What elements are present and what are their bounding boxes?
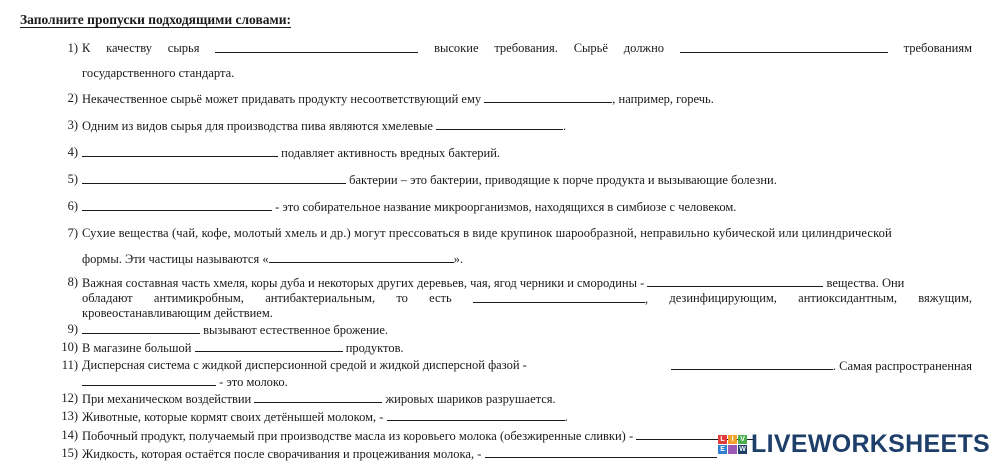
item-number: 11) (61, 358, 78, 372)
question-10 (82, 340, 404, 356)
question-7-line-1: Сухие вещества (чай, кофе, молотый хмель и др.) могут прессоваться в виде крупинок шарообразной, неправильно кубической или цилиндрической (82, 226, 892, 240)
liveworksheets-watermark (718, 430, 990, 459)
text: К (82, 41, 91, 55)
question-8-line-3: кровеостанавливающим действием. (82, 306, 273, 320)
worksheet-title: Заполните пропуски подходящими словами: (20, 12, 291, 27)
question-1-line-1 (82, 41, 972, 56)
logo-tile (728, 445, 737, 454)
answer-blank-12[interactable] (254, 391, 382, 403)
question-1-line-2: государственного стандарта. (82, 66, 235, 80)
text: то (396, 291, 408, 305)
question-8-line-2 (82, 291, 972, 307)
question-7-line-2 (82, 251, 463, 267)
text: сырья (167, 41, 200, 55)
text: Важная составная часть хмеля, коры дуба и некоторых других деревьев, чая, ягод черники и смородины - (82, 276, 645, 290)
answer-blank-3[interactable] (436, 118, 563, 130)
logo-tile: V (738, 435, 747, 444)
question-11-line-2 (82, 374, 288, 390)
answer-blank-7[interactable] (269, 251, 454, 263)
question-9 (82, 322, 388, 338)
text: бактерии – это бактерии, приводящие к порче продукта и вызывающие болезни. (349, 173, 777, 187)
text: . Самая распространенная (832, 359, 972, 373)
question-12 (82, 391, 556, 407)
text: . (563, 119, 567, 133)
question-13 (82, 409, 568, 425)
question-5 (82, 172, 777, 188)
item-number: 7) (67, 226, 78, 240)
text: антибактериальным, (265, 291, 376, 305)
text: Побочный продукт, получаемый при производстве масла из коровьего молока (обезжиренные сливки) - (82, 429, 634, 443)
text: При механическом воздействии (82, 392, 252, 406)
text: , (644, 292, 649, 306)
answer-blank-11b[interactable] (82, 374, 216, 386)
answer-blank-10[interactable] (195, 340, 343, 352)
text: продуктов. (345, 341, 404, 355)
item-number: 6) (67, 199, 78, 213)
logo-tile: W (739, 446, 746, 453)
question-3 (82, 118, 566, 134)
text: вызывают естественное брожение. (203, 323, 389, 337)
item-number: 9) (67, 322, 78, 336)
item-number: 8) (67, 275, 78, 289)
text: должно (623, 41, 665, 55)
question-4 (82, 145, 500, 161)
text: Жидкость, которая остаётся после сворачивания и процеживания молока, - (82, 447, 482, 461)
text: вяжущим, (918, 291, 972, 305)
text: требованиям (903, 41, 972, 55)
answer-blank-1b[interactable] (680, 41, 888, 53)
question-14 (82, 428, 756, 444)
text: высокие (434, 41, 479, 55)
text: ». (453, 252, 463, 266)
question-11-line-1 (82, 358, 972, 374)
text: Одним из видов сырья для производства пива являются хмелевые (82, 119, 433, 133)
watermark-text: LIVEWORKSHEETS (751, 430, 990, 458)
text: - это собирательное название микроорганизмов, находящихся в симбиозе с человеком. (275, 200, 737, 214)
item-number: 3) (67, 118, 78, 132)
text: антиоксидантным, (798, 291, 897, 305)
text: вещества. Они (826, 276, 905, 290)
question-15 (82, 446, 717, 462)
question-2 (82, 91, 714, 107)
item-number: 5) (67, 172, 78, 186)
text: антимикробным, (153, 291, 244, 305)
text: . (564, 410, 568, 424)
item-number: 1) (67, 41, 78, 55)
text: качеству (106, 41, 152, 55)
answer-blank-11a[interactable] (671, 358, 833, 370)
liveworksheets-logo-icon (718, 435, 747, 454)
question-6 (82, 199, 736, 215)
text: - это молоко. (219, 375, 288, 389)
answer-blank-15[interactable] (485, 446, 717, 458)
item-number: 10) (61, 340, 78, 354)
logo-tile: E (718, 445, 727, 454)
answer-blank-13[interactable] (387, 409, 565, 421)
answer-blank-1a[interactable] (215, 41, 418, 53)
text: Сырьё (573, 41, 608, 55)
answer-blank-6[interactable] (82, 199, 272, 211)
text: Животные, которые кормят своих детёнышей молоком, - (82, 410, 384, 424)
answer-blank-2[interactable] (484, 91, 612, 103)
item-number: 2) (67, 91, 78, 105)
text: дезинфицирующим, (669, 291, 777, 305)
item-number: 13) (61, 409, 78, 423)
logo-tile: L (718, 435, 727, 444)
item-number: 4) (67, 145, 78, 159)
text: , например, горечь. (612, 92, 714, 106)
text: жировых шариков разрушается. (385, 392, 556, 406)
item-number: 14) (61, 428, 78, 442)
text: Некачественное сырьё может придавать продукту несоответствующий ему (82, 92, 482, 106)
text: формы. Эти частицы называются « (82, 252, 269, 266)
text: требования. (494, 41, 558, 55)
question-8-line-1 (82, 275, 904, 291)
text: подавляет активность вредных бактерий. (281, 146, 501, 160)
item-number: 12) (61, 391, 78, 405)
answer-blank-9[interactable] (82, 322, 200, 334)
item-number: 15) (61, 446, 78, 460)
answer-blank-5[interactable] (82, 172, 346, 184)
text: обладают (82, 291, 133, 305)
text: Дисперсная система с жидкой дисперсионной средой и жидкой дисперсной фазой - (82, 358, 527, 372)
answer-blank-8a[interactable] (647, 275, 823, 287)
text: В магазине большой (82, 341, 192, 355)
answer-blank-8b[interactable] (473, 291, 645, 303)
logo-tile: I (728, 435, 737, 444)
answer-blank-4[interactable] (82, 145, 278, 157)
text: есть (429, 291, 452, 305)
